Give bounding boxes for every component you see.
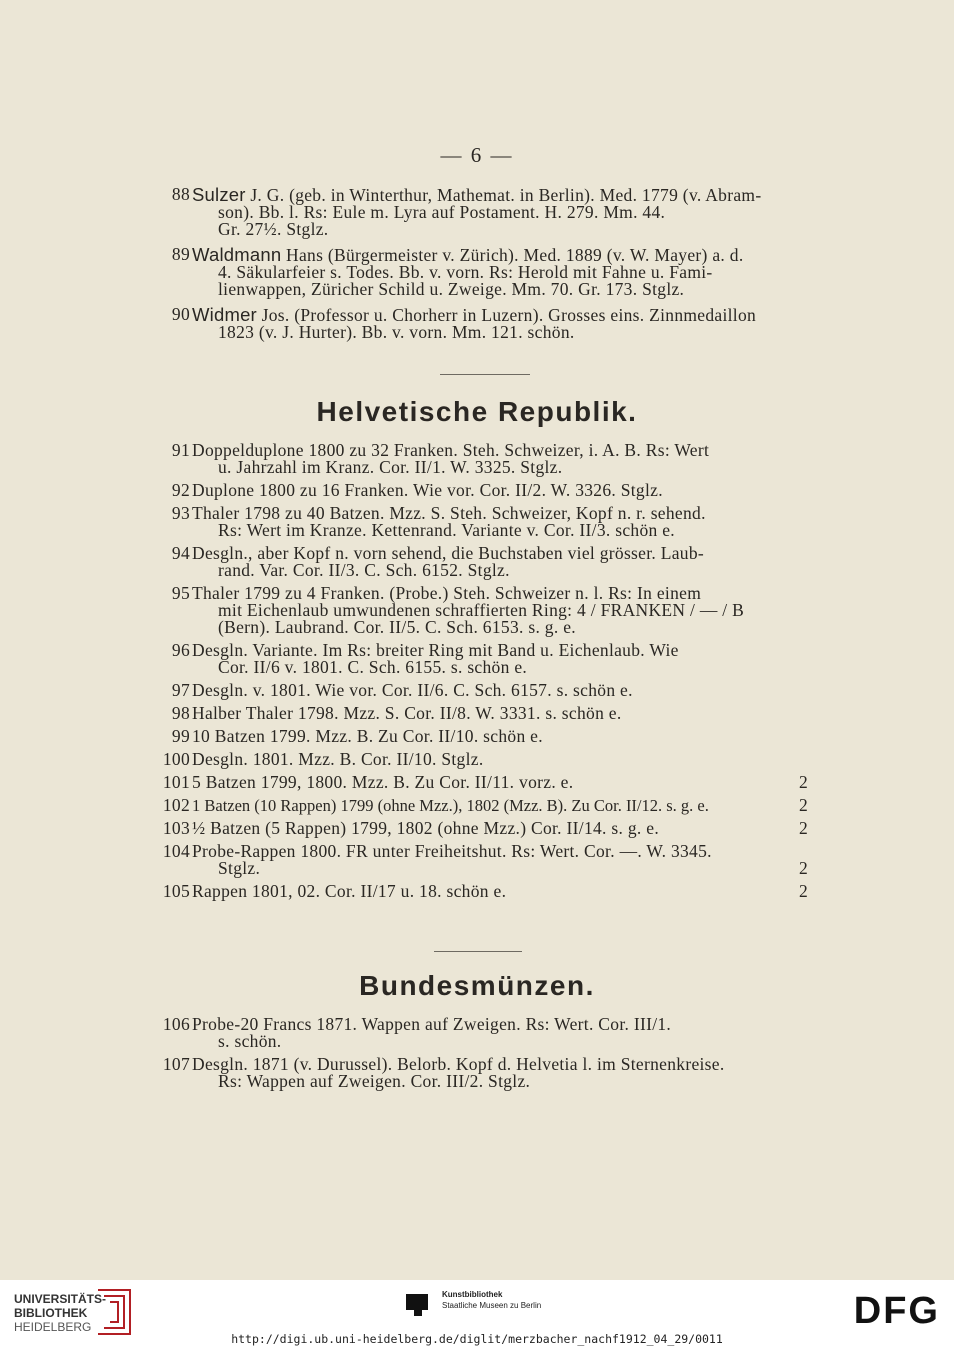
entry-continuation: u. Jahrzahl im Kranz. Cor. II/1. W. 3325. Stglz. — [218, 457, 563, 477]
catalog-entry — [0, 505, 954, 539]
catalog-entry — [0, 1016, 954, 1050]
section-divider — [440, 374, 530, 375]
kunstbibliothek-logo[interactable] — [442, 1289, 541, 1311]
entry-price: 2 — [798, 795, 808, 815]
entry-continuation: Gr. 27½. Stglz. — [218, 219, 329, 239]
entry-first-line: Halber Thaler 1798. Mzz. S. Cor. II/8. W. 3331. s. schön e. — [192, 703, 622, 723]
catalog-entry — [0, 585, 954, 636]
section-heading-helvetische-republik: Helvetische Republik. — [316, 396, 638, 427]
entry-number: 105 — [162, 881, 190, 901]
catalog-entry — [0, 682, 954, 699]
entry-continuation: 1823 (v. J. Hurter). Bb. v. vorn. Mm. 121. schön. — [218, 322, 575, 342]
entries-bundesmuenzen — [0, 1016, 954, 1090]
entry-first-line: Desgln. Variante. Im Rs: breiter Ring mit Band u. Eichenlaub. Wie — [192, 640, 679, 660]
catalog-entry — [0, 728, 954, 745]
entry-number: 89 — [171, 244, 190, 264]
catalog-entry — [0, 642, 954, 676]
entry-number: 98 — [171, 703, 190, 723]
entry-first-line: Doppelduplone 1800 zu 32 Franken. Steh. Schweizer, i. A. B. Rs: Wert — [192, 440, 710, 460]
entry-text: Jos. (Professor u. Chorherr in Luzern). Grosses eins. Zinnmedaillon — [256, 305, 757, 325]
entries-persons — [0, 186, 954, 341]
entry-continuation: Rs: Wappen auf Zweigen. Cor. III/2. Stglz. — [218, 1071, 531, 1091]
uni-logo-line: BIBLIOTHEK — [14, 1306, 88, 1320]
entry-price: 2 — [798, 858, 808, 878]
permalink-url[interactable]: http://digi.ub.uni-heidelberg.de/diglit/merzbacher_nachf1912_04_29/0011 — [231, 1332, 723, 1346]
entry-number: 93 — [171, 503, 190, 523]
entry-first-line: Thaler 1799 zu 4 Franken. (Probe.) Steh. Schweizer n. l. Rs: In einem — [192, 583, 702, 603]
catalog-entry — [0, 246, 954, 298]
entry-first-line: Probe-20 Francs 1871. Wappen auf Zweigen. Rs: Wert. Cor. III/1. — [192, 1014, 672, 1034]
entry-continuation: mit Eichenlaub umwundenen schraffierten Ring: 4 / FRANKEN / — / B — [218, 600, 745, 620]
entry-continuation: lienwappen, Züricher Schild u. Zweige. Mm. 70. Gr. 173. Stglz. — [218, 279, 685, 299]
entry-number: 107 — [162, 1054, 190, 1074]
entry-first-line: Duplone 1800 zu 16 Franken. Wie vor. Cor. II/2. W. 3326. Stglz. — [192, 480, 663, 500]
entry-lemma: Widmer — [192, 304, 257, 325]
entry-continuation: (Bern). Laubrand. Cor. II/5. C. Sch. 6153. s. g. e. — [218, 617, 576, 637]
entry-number: 100 — [162, 749, 190, 769]
uni-logo-line: HEIDELBERG — [14, 1320, 92, 1334]
entry-number: 97 — [171, 680, 190, 700]
entry-number: 102 — [162, 795, 190, 815]
kb-logo-line: Staatliche Museen zu Berlin — [442, 1301, 542, 1310]
entry-first-line: 5 Batzen 1799, 1800. Mzz. B. Zu Cor. II/11. vorz. e. — [192, 772, 574, 792]
entry-number: 96 — [171, 640, 190, 660]
entry-continuation: rand. Var. Cor. II/3. C. Sch. 6152. Stglz. — [218, 560, 510, 580]
entry-first-line: Desgln. 1801. Mzz. B. Cor. II/10. Stglz. — [192, 749, 484, 769]
entry-first-line: Thaler 1798 zu 40 Batzen. Mzz. S. Steh. Schweizer, Kopf n. r. sehend. — [192, 503, 706, 523]
entry-number: 90 — [171, 304, 190, 324]
entry-continuation: Cor. II/6 v. 1801. C. Sch. 6155. s. schön e. — [218, 657, 528, 677]
entry-first-line: 1 Batzen (10 Rappen) 1799 (ohne Mzz.), 1802 (Mzz. B). Zu Cor. II/12. s. g. e. — [192, 796, 709, 815]
entry-price: 2 — [798, 881, 808, 901]
catalog-entry — [0, 186, 954, 238]
entry-continuation: Rs: Wert im Kranze. Kettenrand. Variante v. Cor. II/3. schön e. — [218, 520, 675, 540]
entry-continuation: s. schön. — [218, 1031, 282, 1051]
entry-first-line: Rappen 1801, 02. Cor. II/17 u. 18. schön e. — [192, 881, 507, 901]
catalog-entry — [0, 442, 954, 476]
entry-first-line: 10 Batzen 1799. Mzz. B. Zu Cor. II/10. schön e. — [192, 726, 543, 746]
entry-number: 104 — [162, 841, 190, 861]
catalog-entry — [0, 883, 954, 900]
catalog-entry — [0, 843, 954, 877]
entry-continuation: Stglz. — [218, 858, 261, 878]
catalog-entry — [0, 820, 954, 837]
catalog-entry — [0, 482, 954, 499]
entry-first-line: ½ Batzen (5 Rappen) 1799, 1802 (ohne Mzz.) Cor. II/14. s. g. e. — [192, 818, 659, 838]
entry-first-line: Desgln., aber Kopf n. vorn sehend, die Buchstaben viel grösser. Laub- — [192, 543, 705, 563]
entry-lemma: Sulzer — [192, 184, 246, 205]
entry-number: 103 — [162, 818, 190, 838]
catalog-entry — [0, 705, 954, 722]
entry-first-line: Desgln. 1871 (v. Durussel). Belorb. Kopf d. Helvetia l. im Sternenkreise. — [192, 1054, 725, 1074]
entry-number: 95 — [171, 583, 190, 603]
entry-number: 106 — [162, 1014, 190, 1034]
kb-logo-line: Kunstbibliothek — [442, 1290, 503, 1299]
catalog-entry — [0, 751, 954, 768]
section-heading-bundesmuenzen: Bundesmünzen. — [359, 970, 595, 1001]
entry-number: 99 — [171, 726, 190, 746]
dfg-logo[interactable]: DFG — [853, 1290, 940, 1332]
entry-price: 2 — [798, 772, 808, 792]
entry-first-line: Probe-Rappen 1800. FR unter Freiheitshut. Rs: Wert. Cor. —. W. 3345. — [192, 841, 712, 861]
catalog-entry — [0, 797, 954, 814]
kunstbibliothek-mark-icon — [406, 1294, 428, 1316]
uni-heidelberg-mark-icon — [92, 1286, 136, 1338]
entry-number: 91 — [171, 440, 190, 460]
entry-number: 92 — [171, 480, 190, 500]
catalog-entry — [0, 774, 954, 791]
entry-number: 101 — [162, 772, 190, 792]
entry-price: 2 — [798, 818, 808, 838]
entry-first-line: Desgln. v. 1801. Wie vor. Cor. II/6. C. Sch. 6157. s. schön e. — [192, 680, 633, 700]
page-number: — 6 — — [440, 143, 514, 167]
entry-lemma: Waldmann — [192, 244, 282, 265]
digitization-footer — [0, 1280, 954, 1347]
catalog-entry — [0, 545, 954, 579]
entry-continuation: son). Bb. l. Rs: Eule m. Lyra auf Postament. H. 279. Mm. 44. — [218, 202, 666, 222]
entries-helvetische-republik — [0, 442, 954, 900]
entry-text: Hans (Bürgermeister v. Zürich). Med. 1889 (v. W. Mayer) a. d. — [281, 245, 744, 265]
uni-logo-line: UNIVERSITÄTS- — [14, 1292, 107, 1306]
section-divider — [434, 951, 522, 952]
entry-text: J. G. (geb. in Winterthur, Mathemat. in Berlin). Med. 1779 (v. Abram- — [245, 185, 762, 205]
catalog-entry — [0, 306, 954, 341]
entry-number: 94 — [171, 543, 190, 563]
catalog-entry — [0, 1056, 954, 1090]
entry-number: 88 — [171, 184, 190, 204]
entry-continuation: 4. Säkularfeier s. Todes. Bb. v. vorn. Rs: Herold mit Fahne u. Fami- — [218, 262, 713, 282]
